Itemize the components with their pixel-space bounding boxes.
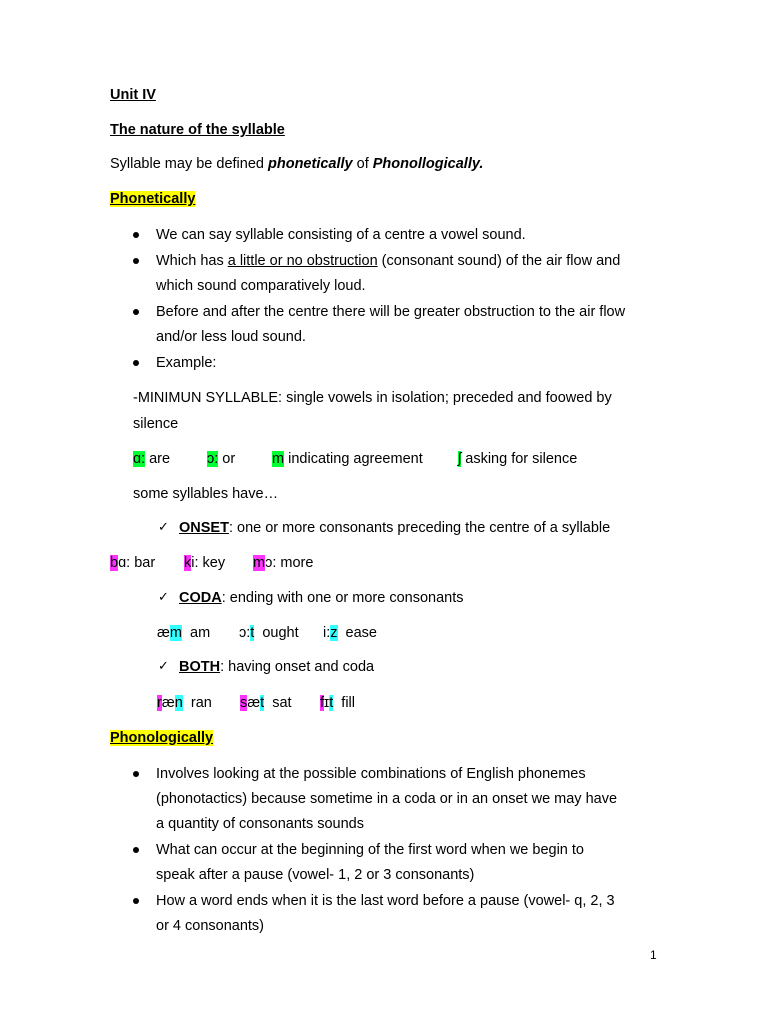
coda-example-am xyxy=(157,624,210,642)
onset-highlight: r xyxy=(157,695,162,711)
phonological-bullet-3-line1: How a word ends when it is the last word before a pause (vowel- q, 2, 3 xyxy=(156,893,615,909)
coda-text: : ending with one or more consonants xyxy=(221,590,464,606)
checkmark-icon: ✓ xyxy=(158,659,169,674)
bullet-dot xyxy=(133,898,139,904)
onset-highlight: m xyxy=(253,555,266,571)
minimum-example-agreement xyxy=(272,450,423,468)
example-word: are xyxy=(145,451,171,467)
phonologically-heading-text: Phonologically xyxy=(110,730,214,746)
phonological-bullet-2-line2: speak after a pause (vowel- 1, 2 or 3 consonants) xyxy=(156,867,475,883)
example-rest: i: key xyxy=(191,555,226,571)
coda-highlight: m xyxy=(169,625,182,641)
vowel-centre: ɪ xyxy=(324,695,330,711)
some-syllables-text: some syllables have… xyxy=(133,486,279,502)
both-example-fill xyxy=(320,694,355,712)
both-text: : having onset and coda xyxy=(220,659,375,675)
phonologically-heading xyxy=(110,729,213,747)
bullet-dot xyxy=(133,309,139,315)
example-word: or xyxy=(218,451,236,467)
phonological-bullet-1-line1: Involves looking at the possible combinations of English phonemes xyxy=(156,766,586,782)
minimum-syllable-line2: silence xyxy=(133,416,179,432)
definition-term-phonetically: phonetically xyxy=(268,156,353,172)
page-number: 1 xyxy=(650,948,657,962)
ipa-highlight: ɔ: xyxy=(207,451,219,467)
phonetic-bullet-2-prefix: Which has xyxy=(156,253,228,269)
coda-example-ease xyxy=(323,624,377,642)
onset-example-key xyxy=(184,554,225,572)
checkmark-icon: ✓ xyxy=(158,590,169,605)
onset-highlight: f xyxy=(320,695,325,711)
definition-prefix: Syllable may be defined xyxy=(110,156,268,172)
definition-line xyxy=(110,155,483,173)
onset-example-bar xyxy=(110,554,155,572)
phonetic-bullet-1: We can say syllable consisting of a centre a vowel sound. xyxy=(156,227,526,243)
phonetic-bullet-2-line2: which sound comparatively loud. xyxy=(156,278,366,294)
bullet-dot xyxy=(133,847,139,853)
coda-highlight: t xyxy=(250,625,255,641)
coda-highlight: n xyxy=(174,695,183,711)
phonetic-bullet-2 xyxy=(156,252,620,270)
ipa-highlight: m xyxy=(272,451,285,467)
coda-highlight: z xyxy=(330,625,338,641)
phonological-bullet-2-line1: What can occur at the beginning of the first word when we begin to xyxy=(156,842,584,858)
onset-label: ONSET xyxy=(179,520,229,536)
phonetic-bullet-2-underlined: a little or no obstruction xyxy=(227,253,378,269)
onset-highlight: s xyxy=(240,695,248,711)
minimum-example-are xyxy=(133,450,170,468)
example-word: fill xyxy=(333,695,355,711)
both-example-ran xyxy=(157,694,212,712)
ipa-highlight: ʃ xyxy=(458,451,462,467)
bullet-dot xyxy=(133,232,139,238)
example-word: am xyxy=(182,625,211,641)
vowel-centre: æ xyxy=(161,695,175,711)
example-rest: ɔ: more xyxy=(265,555,314,571)
coda-highlight: t xyxy=(329,695,334,711)
bullet-dot xyxy=(133,258,139,264)
example-word: sat xyxy=(264,695,292,711)
bullet-dot xyxy=(133,360,139,366)
coda-pre: ɔ: xyxy=(239,625,251,641)
onset-text: : one or more consonants preceding the centre of a syllable xyxy=(228,520,611,536)
phonetically-heading-text: Phonetically xyxy=(110,191,196,207)
unit-title: Unit IV xyxy=(110,87,156,103)
both-label: BOTH xyxy=(179,659,221,675)
checkmark-icon: ✓ xyxy=(158,520,169,535)
phonetic-bullet-4: Example: xyxy=(156,355,217,371)
section-title: The nature of the syllable xyxy=(110,122,285,138)
example-word: indicating agreement xyxy=(284,451,423,467)
phonological-bullet-1-line3: a quantity of consonants sounds xyxy=(156,816,364,832)
both-line xyxy=(179,658,374,676)
example-word: ease xyxy=(337,625,377,641)
phonological-bullet-1-line2: (phonotactics) because sometime in a coda or in an onset we may have xyxy=(156,791,618,807)
minimum-example-silence xyxy=(458,450,577,468)
example-word: ran xyxy=(182,695,212,711)
example-rest: ɑ: bar xyxy=(118,555,156,571)
onset-highlight: b xyxy=(110,555,119,571)
coda-pre: i: xyxy=(323,625,331,641)
onset-highlight: k xyxy=(184,555,192,571)
example-word: ought xyxy=(254,625,299,641)
coda-example-ought xyxy=(239,624,299,642)
phonetic-bullet-2-suffix: (consonant sound) of the air flow and xyxy=(377,253,621,269)
vowel-centre: æ xyxy=(247,695,261,711)
coda-line xyxy=(179,589,464,607)
phonetic-bullet-3-line1: Before and after the centre there will be greater obstruction to the air flow xyxy=(156,304,626,320)
ipa-highlight: ɑ: xyxy=(133,451,146,467)
phonetically-heading xyxy=(110,190,195,208)
definition-middle: of xyxy=(352,156,373,172)
definition-term-phonologically: Phonollogically. xyxy=(372,156,484,172)
onset-example-more xyxy=(253,554,313,572)
example-word: asking for silence xyxy=(461,451,578,467)
coda-pre: æ xyxy=(157,625,170,641)
phonological-bullet-3-line2: or 4 consonants) xyxy=(156,918,265,934)
bullet-dot xyxy=(133,771,139,777)
coda-label: CODA xyxy=(179,590,222,606)
both-example-sat xyxy=(240,694,292,712)
phonetic-bullet-3-line2: and/or less loud sound. xyxy=(156,329,306,345)
minimum-syllable-line1: -MINIMUN SYLLABLE: single vowels in isolation; preceded and foowed by xyxy=(133,390,612,406)
coda-highlight: t xyxy=(260,695,265,711)
minimum-example-or xyxy=(207,450,235,468)
onset-line xyxy=(179,519,610,537)
